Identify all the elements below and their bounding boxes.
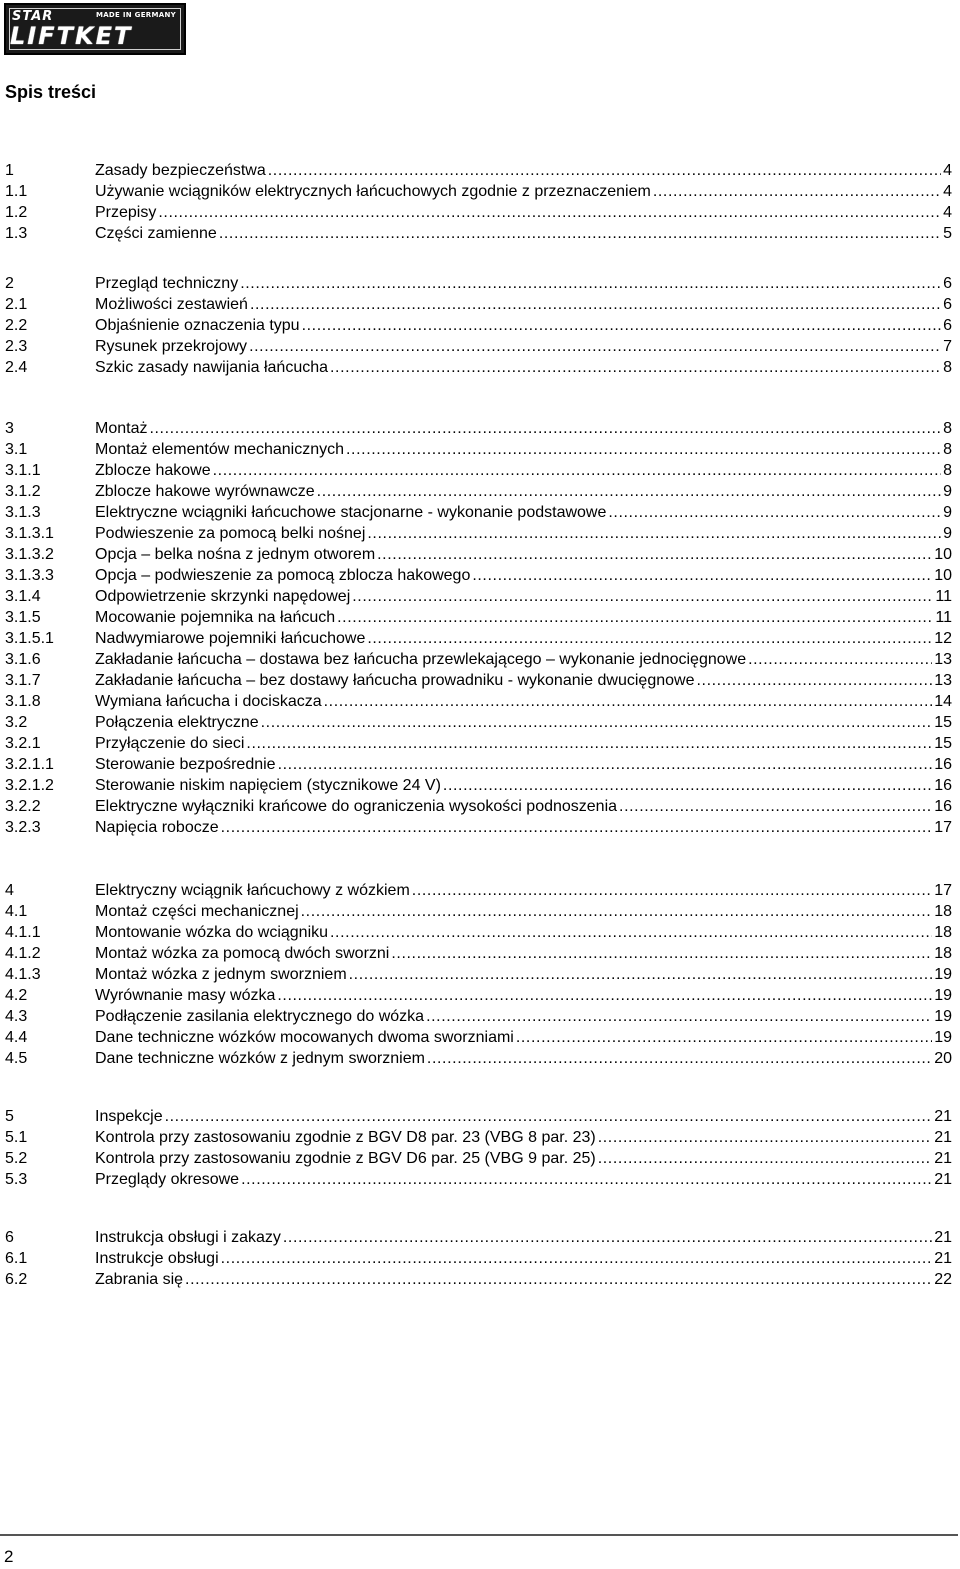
- toc-page-number: 14: [934, 693, 952, 710]
- toc-page-number: 19: [934, 1029, 952, 1046]
- toc-section-title: Szkic zasady nawijania łańcucha: [95, 359, 329, 376]
- toc-page-number: 16: [934, 756, 952, 773]
- toc-page-number: 22: [934, 1271, 952, 1288]
- toc-section-number: 4: [5, 882, 14, 899]
- toc-dot-leader: [213, 460, 941, 481]
- toc-section-number: 2.2: [5, 317, 28, 334]
- toc-row[interactable]: [5, 336, 952, 357]
- toc-page-number: 19: [934, 987, 952, 1004]
- toc-entry: [95, 315, 952, 336]
- toc-page-number: 17: [934, 882, 952, 899]
- toc-row[interactable]: [5, 1148, 952, 1169]
- toc-page-number: 10: [934, 567, 952, 584]
- toc-entry: [95, 1169, 952, 1190]
- toc-row[interactable]: [5, 901, 952, 922]
- toc-entry: [95, 775, 952, 796]
- toc-page-number: 21: [934, 1129, 952, 1146]
- toc-row[interactable]: [5, 565, 952, 586]
- toc-page-number: 11: [935, 609, 952, 626]
- toc-section-title: Dane techniczne wózków z jednym sworzniem: [95, 1050, 425, 1067]
- toc-section-title: Części zamienne: [95, 225, 217, 242]
- toc-dot-leader: [149, 418, 941, 439]
- toc-section-number: 3.1.1: [5, 462, 41, 479]
- toc-row[interactable]: [5, 586, 952, 607]
- toc-page-number: 8: [943, 441, 952, 458]
- toc-section-number: 6.1: [5, 1250, 28, 1267]
- toc-section-title: Montaż elementów mechanicznych: [95, 441, 345, 458]
- toc-section-title: Przegląd techniczny: [95, 275, 239, 292]
- toc-entry: [95, 481, 952, 502]
- toc-entry: [95, 628, 952, 649]
- toc-row[interactable]: [5, 628, 952, 649]
- toc-dot-leader: [352, 586, 933, 607]
- toc-page-number: 21: [934, 1150, 952, 1167]
- logo-brand-top: STAR: [12, 9, 54, 24]
- toc-page-number: 17: [934, 819, 952, 836]
- toc-page-number: 20: [934, 1050, 952, 1067]
- toc-section-title: Montaż: [95, 420, 148, 437]
- toc-section-title: Montowanie wózka do wciągniku: [95, 924, 329, 941]
- toc-page-number: 9: [943, 525, 952, 542]
- toc-row[interactable]: [5, 523, 952, 544]
- toc-row[interactable]: [5, 922, 952, 943]
- toc-entry: [95, 223, 952, 244]
- toc-page-number: 9: [943, 504, 952, 521]
- toc-dot-leader: [240, 273, 941, 294]
- toc-section-number: 4.1.1: [5, 924, 41, 941]
- toc-section-title: Instrukcje obsługi: [95, 1250, 219, 1267]
- toc-page-number: 11: [935, 588, 952, 605]
- toc-dot-leader: [346, 439, 941, 460]
- toc-dot-leader: [278, 754, 933, 775]
- toc-page-number: 21: [934, 1108, 952, 1125]
- toc-section-title: Wyrównanie masy wózka: [95, 987, 276, 1004]
- toc-row[interactable]: [5, 880, 952, 901]
- toc-section-title: Elektryczny wciągnik łańcuchowy z wózkiem: [95, 882, 410, 899]
- toc-section-number: 5: [5, 1108, 14, 1125]
- toc-page-number: 4: [943, 204, 952, 221]
- toc-dot-leader: [367, 523, 941, 544]
- toc-entry: [95, 1227, 952, 1248]
- toc-row[interactable]: [5, 817, 952, 838]
- toc-dot-leader: [158, 202, 941, 223]
- toc-dot-leader: [317, 481, 941, 502]
- toc-page-number: 7: [943, 338, 952, 355]
- toc-page-number: 13: [934, 651, 952, 668]
- toc-page-number: 6: [943, 296, 952, 313]
- toc-entry: [95, 202, 952, 223]
- toc-section-number: 1.2: [5, 204, 28, 221]
- toc-section-number: 5.1: [5, 1129, 28, 1146]
- toc-row[interactable]: [5, 670, 952, 691]
- toc-row[interactable]: [5, 202, 952, 223]
- toc-dot-leader: [443, 775, 932, 796]
- toc-page-number: 10: [934, 546, 952, 563]
- toc-section-title: Przeglądy okresowe: [95, 1171, 240, 1188]
- toc-row[interactable]: [5, 1027, 952, 1048]
- toc-page-number: 5: [943, 225, 952, 242]
- toc-section-title: Opcja – podwieszenie za pomocą zblocza hakowego: [95, 567, 471, 584]
- toc-page-number: 18: [934, 903, 952, 920]
- toc-section-title: Zabrania się: [95, 1271, 184, 1288]
- toc-entry: [95, 160, 952, 181]
- toc-entry: [95, 1248, 952, 1269]
- toc-section-number: 3.1.3.1: [5, 525, 54, 542]
- toc-section-title: Mocowanie pojemnika na łańcuch: [95, 609, 336, 626]
- toc-page-number: 4: [943, 162, 952, 179]
- toc-row[interactable]: [5, 181, 952, 202]
- toc-row[interactable]: [5, 502, 952, 523]
- toc-section-number: 2.4: [5, 359, 28, 376]
- toc-section-title: Kontrola przy zastosowaniu zgodnie z BGV D8 par. 23 (VBG 8 par. 23): [95, 1129, 596, 1146]
- toc-dot-leader: [426, 1006, 932, 1027]
- toc-section-number: 1: [5, 162, 14, 179]
- logo-brand-main: LIFTKET: [10, 22, 133, 50]
- toc-dot-leader: [283, 1227, 932, 1248]
- toc-page-number: 18: [934, 924, 952, 941]
- toc-entry: [95, 670, 952, 691]
- toc-page-number: 8: [943, 420, 952, 437]
- toc-entry: [95, 1048, 952, 1069]
- toc-page-number: 6: [943, 275, 952, 292]
- toc-page-number: 15: [934, 714, 952, 731]
- toc-row[interactable]: [5, 943, 952, 964]
- toc-section-number: 6: [5, 1229, 14, 1246]
- toc-page-number: 21: [934, 1250, 952, 1267]
- toc-entry: [95, 357, 952, 378]
- toc-section-number: 5.3: [5, 1171, 28, 1188]
- toc-dot-leader: [516, 1027, 932, 1048]
- toc-section-number: 2.3: [5, 338, 28, 355]
- toc-entry: [95, 985, 952, 1006]
- toc-row[interactable]: [5, 1248, 952, 1269]
- toc-entry: [95, 712, 952, 733]
- toc-entry: [95, 523, 952, 544]
- toc-dot-leader: [261, 712, 933, 733]
- toc-row[interactable]: [5, 294, 952, 315]
- toc-row[interactable]: [5, 964, 952, 985]
- toc-page-number: 19: [934, 1008, 952, 1025]
- toc-entry: [95, 181, 952, 202]
- toc-section-title: Sterowanie niskim napięciem (stycznikowe 24 V): [95, 777, 441, 794]
- toc-section-number: 3.1.6: [5, 651, 41, 668]
- toc-row[interactable]: [5, 985, 952, 1006]
- toc-entry: [95, 964, 952, 985]
- toc-entry: [95, 586, 952, 607]
- page-title: Spis treści: [5, 82, 97, 102]
- toc-dot-leader: [696, 670, 932, 691]
- footer-page-number: 2: [4, 1547, 14, 1566]
- toc-page-number: 16: [934, 777, 952, 794]
- toc-entry: [95, 817, 952, 838]
- toc-section-title: Połączenia elektryczne: [95, 714, 259, 731]
- toc-section-title: Zblocze hakowe wyrównawcze: [95, 483, 315, 500]
- toc-row[interactable]: [5, 357, 952, 378]
- toc-dot-leader: [268, 160, 941, 181]
- toc-section-title: Opcja – belka nośna z jednym otworem: [95, 546, 376, 563]
- toc-section-number: 3: [5, 420, 14, 437]
- toc-dot-leader: [221, 1248, 933, 1269]
- toc-section-number: 3.2.3: [5, 819, 41, 836]
- toc-section-number: 3.1.5: [5, 609, 41, 626]
- toc-section-title: Inspekcje: [95, 1108, 163, 1125]
- toc-section-title: Montaż wózka z jednym sworzniem: [95, 966, 347, 983]
- toc-dot-leader: [377, 544, 932, 565]
- toc-dot-leader: [337, 607, 933, 628]
- toc-entry: [95, 1006, 952, 1027]
- toc-entry: [95, 880, 952, 901]
- toc-page-number: 21: [934, 1229, 952, 1246]
- toc-row[interactable]: [5, 775, 952, 796]
- toc-row[interactable]: [5, 691, 952, 712]
- toc-dot-leader: [598, 1148, 932, 1169]
- toc-section-title: Montaż części mechanicznej: [95, 903, 299, 920]
- toc-dot-leader: [165, 1106, 933, 1127]
- toc-page-number: 4: [943, 183, 952, 200]
- toc-dot-leader: [250, 294, 941, 315]
- toc-page-number: 15: [934, 735, 952, 752]
- toc-page-number: 18: [934, 945, 952, 962]
- toc-section-number: 3.2: [5, 714, 28, 731]
- toc-section-number: 1.3: [5, 225, 28, 242]
- company-logo: [4, 3, 186, 55]
- toc-section-title: Zasady bezpieczeństwa: [95, 162, 266, 179]
- toc-section-number: 6.2: [5, 1271, 28, 1288]
- toc-row[interactable]: [5, 649, 952, 670]
- toc-section-title: Napięcia robocze: [95, 819, 219, 836]
- toc-entry: [95, 336, 952, 357]
- toc-dot-leader: [185, 1269, 932, 1290]
- toc-page-number: 9: [943, 483, 952, 500]
- toc-dot-leader: [412, 880, 932, 901]
- toc-section-title: Montaż wózka za pomocą dwóch sworzni: [95, 945, 390, 962]
- toc-entry: [95, 943, 952, 964]
- toc-dot-leader: [748, 649, 932, 670]
- toc-section-title: Odpowietrzenie skrzynki napędowej: [95, 588, 351, 605]
- toc-page-number: 21: [934, 1171, 952, 1188]
- toc-section-title: Objaśnienie oznaczenia typu: [95, 317, 300, 334]
- toc-row[interactable]: [5, 223, 952, 244]
- toc-section-title: Zblocze hakowe: [95, 462, 211, 479]
- toc-page-number: 13: [934, 672, 952, 689]
- toc-entry: [95, 733, 952, 754]
- toc-section-number: 2.1: [5, 296, 28, 313]
- toc-section-title: Kontrola przy zastosowaniu zgodnie z BGV D6 par. 25 (VBG 9 par. 25): [95, 1150, 596, 1167]
- toc-section-title: Używanie wciągników elektrycznych łańcuchowych zgodnie z przeznaczeniem: [95, 183, 651, 200]
- toc-section-number: 4.2: [5, 987, 28, 1004]
- toc-section-number: 3.1.3.3: [5, 567, 54, 584]
- toc-row[interactable]: [5, 481, 952, 502]
- toc-row[interactable]: [5, 1127, 952, 1148]
- toc-section-title: Elektryczne wyłączniki krańcowe do ograniczenia wysokości podnoszenia: [95, 798, 618, 815]
- toc-section-number: 3.2.1.1: [5, 756, 54, 773]
- toc-row[interactable]: [5, 1006, 952, 1027]
- toc-dot-leader: [653, 181, 941, 202]
- toc-section-number: 2: [5, 275, 14, 292]
- toc-page-number: 6: [943, 317, 952, 334]
- toc-section-number: 4.1: [5, 903, 28, 920]
- toc-entry: [95, 273, 952, 294]
- toc-dot-leader: [367, 628, 932, 649]
- toc-section-title: Podwieszenie za pomocą belki nośnej: [95, 525, 366, 542]
- toc-entry: [95, 1127, 952, 1148]
- toc-section-number: 3.1: [5, 441, 28, 458]
- toc-section-number: 3.2.1.2: [5, 777, 54, 794]
- toc-row[interactable]: [5, 1227, 952, 1248]
- toc-section-number: 4.1.3: [5, 966, 41, 983]
- toc-dot-leader: [246, 733, 932, 754]
- toc-section-number: 4.1.2: [5, 945, 41, 962]
- toc-entry: [95, 691, 952, 712]
- toc-section-number: 3.1.3: [5, 504, 41, 521]
- toc-row[interactable]: [5, 315, 952, 336]
- toc-entry: [95, 796, 952, 817]
- toc-row[interactable]: [5, 160, 952, 181]
- toc-section-title: Podłączenie zasilania elektrycznego do wózka: [95, 1008, 425, 1025]
- toc-row[interactable]: [5, 712, 952, 733]
- toc-section-number: 4.3: [5, 1008, 28, 1025]
- toc-dot-leader: [608, 502, 941, 523]
- toc-row[interactable]: [5, 1106, 952, 1127]
- toc-section-number: 3.2.1: [5, 735, 41, 752]
- toc-dot-leader: [330, 922, 932, 943]
- toc-row[interactable]: [5, 544, 952, 565]
- toc-entry: [95, 460, 952, 481]
- toc-entry: [95, 1106, 952, 1127]
- toc-page-number: 8: [943, 359, 952, 376]
- toc-dot-leader: [221, 817, 933, 838]
- toc-section-number: 3.1.7: [5, 672, 41, 689]
- toc-dot-leader: [619, 796, 932, 817]
- toc-section-number: 4.4: [5, 1029, 28, 1046]
- toc-section-number: 5.2: [5, 1150, 28, 1167]
- toc-section-title: Zakładanie łańcucha – dostawa bez łańcucha przewlekającego – wykonanie jednocięgnowe: [95, 651, 747, 668]
- toc-section-number: 3.1.8: [5, 693, 41, 710]
- toc-entry: [95, 754, 952, 775]
- toc-page-number: 8: [943, 462, 952, 479]
- toc-page-number: 16: [934, 798, 952, 815]
- toc-dot-leader: [472, 565, 932, 586]
- toc-entry: [95, 1148, 952, 1169]
- toc-section-title: Zakładanie łańcucha – bez dostawy łańcucha prowadniku - wykonanie dwucięgnowe: [95, 672, 695, 689]
- toc-row[interactable]: [5, 1048, 952, 1069]
- toc-dot-leader: [241, 1169, 932, 1190]
- toc-section-title: Elektryczne wciągniki łańcuchowe stacjonarne - wykonanie podstawowe: [95, 504, 607, 521]
- toc-page-number: 12: [934, 630, 952, 647]
- toc-page-number: 19: [934, 966, 952, 983]
- toc-dot-leader: [277, 985, 932, 1006]
- toc-row[interactable]: [5, 418, 952, 439]
- toc-dot-leader: [301, 901, 933, 922]
- toc-section-title: Wymiana łańcucha i dociskacza: [95, 693, 322, 710]
- toc-dot-leader: [330, 357, 941, 378]
- toc-section-number: 3.1.5.1: [5, 630, 54, 647]
- toc-dot-leader: [249, 336, 941, 357]
- toc-section-title: Przyłączenie do sieci: [95, 735, 245, 752]
- toc-section-title: Rysunek przekrojowy: [95, 338, 248, 355]
- toc-entry: [95, 439, 952, 460]
- toc-row[interactable]: [5, 733, 952, 754]
- toc-entry: [95, 544, 952, 565]
- toc-dot-leader: [324, 691, 933, 712]
- toc-dot-leader: [302, 315, 942, 336]
- toc-entry: [95, 607, 952, 628]
- toc-section-number: 4.5: [5, 1050, 28, 1067]
- toc-dot-leader: [349, 964, 933, 985]
- toc-row[interactable]: [5, 1269, 952, 1290]
- toc-entry: [95, 1269, 952, 1290]
- toc-dot-leader: [427, 1048, 932, 1069]
- toc-section-number: 1.1: [5, 183, 28, 200]
- toc-section-number: 3.1.3.2: [5, 546, 54, 563]
- toc-row[interactable]: [5, 460, 952, 481]
- logo-tagline: MADE IN GERMANY: [95, 11, 176, 19]
- toc-section-number: 3.1.2: [5, 483, 41, 500]
- toc-entry: [95, 649, 952, 670]
- footer-divider: [0, 1534, 958, 1536]
- toc-entry: [95, 901, 952, 922]
- toc-row[interactable]: [5, 607, 952, 628]
- toc-section-title: Instrukcja obsługi i zakazy: [95, 1229, 281, 1246]
- toc-entry: [95, 294, 952, 315]
- toc-row[interactable]: [5, 754, 952, 775]
- toc-section-title: Nadwymiarowe pojemniki łańcuchowe: [95, 630, 366, 647]
- toc-dot-leader: [219, 223, 941, 244]
- toc-dot-leader: [391, 943, 932, 964]
- toc-section-title: Sterowanie bezpośrednie: [95, 756, 276, 773]
- toc-section-number: 3.2.2: [5, 798, 41, 815]
- toc-section-title: Dane techniczne wózków mocowanych dwoma sworzniami: [95, 1029, 514, 1046]
- toc-section-title: Przepisy: [95, 204, 157, 221]
- toc-section-number: 3.1.4: [5, 588, 41, 605]
- toc-dot-leader: [598, 1127, 932, 1148]
- toc-row[interactable]: [5, 796, 952, 817]
- toc-section-title: Możliwości zestawień: [95, 296, 248, 313]
- toc-row[interactable]: [5, 273, 952, 294]
- toc-row[interactable]: [5, 439, 952, 460]
- toc-entry: [95, 565, 952, 586]
- toc-entry: [95, 418, 952, 439]
- toc-entry: [95, 922, 952, 943]
- toc-entry: [95, 502, 952, 523]
- toc-row[interactable]: [5, 1169, 952, 1190]
- toc-entry: [95, 1027, 952, 1048]
